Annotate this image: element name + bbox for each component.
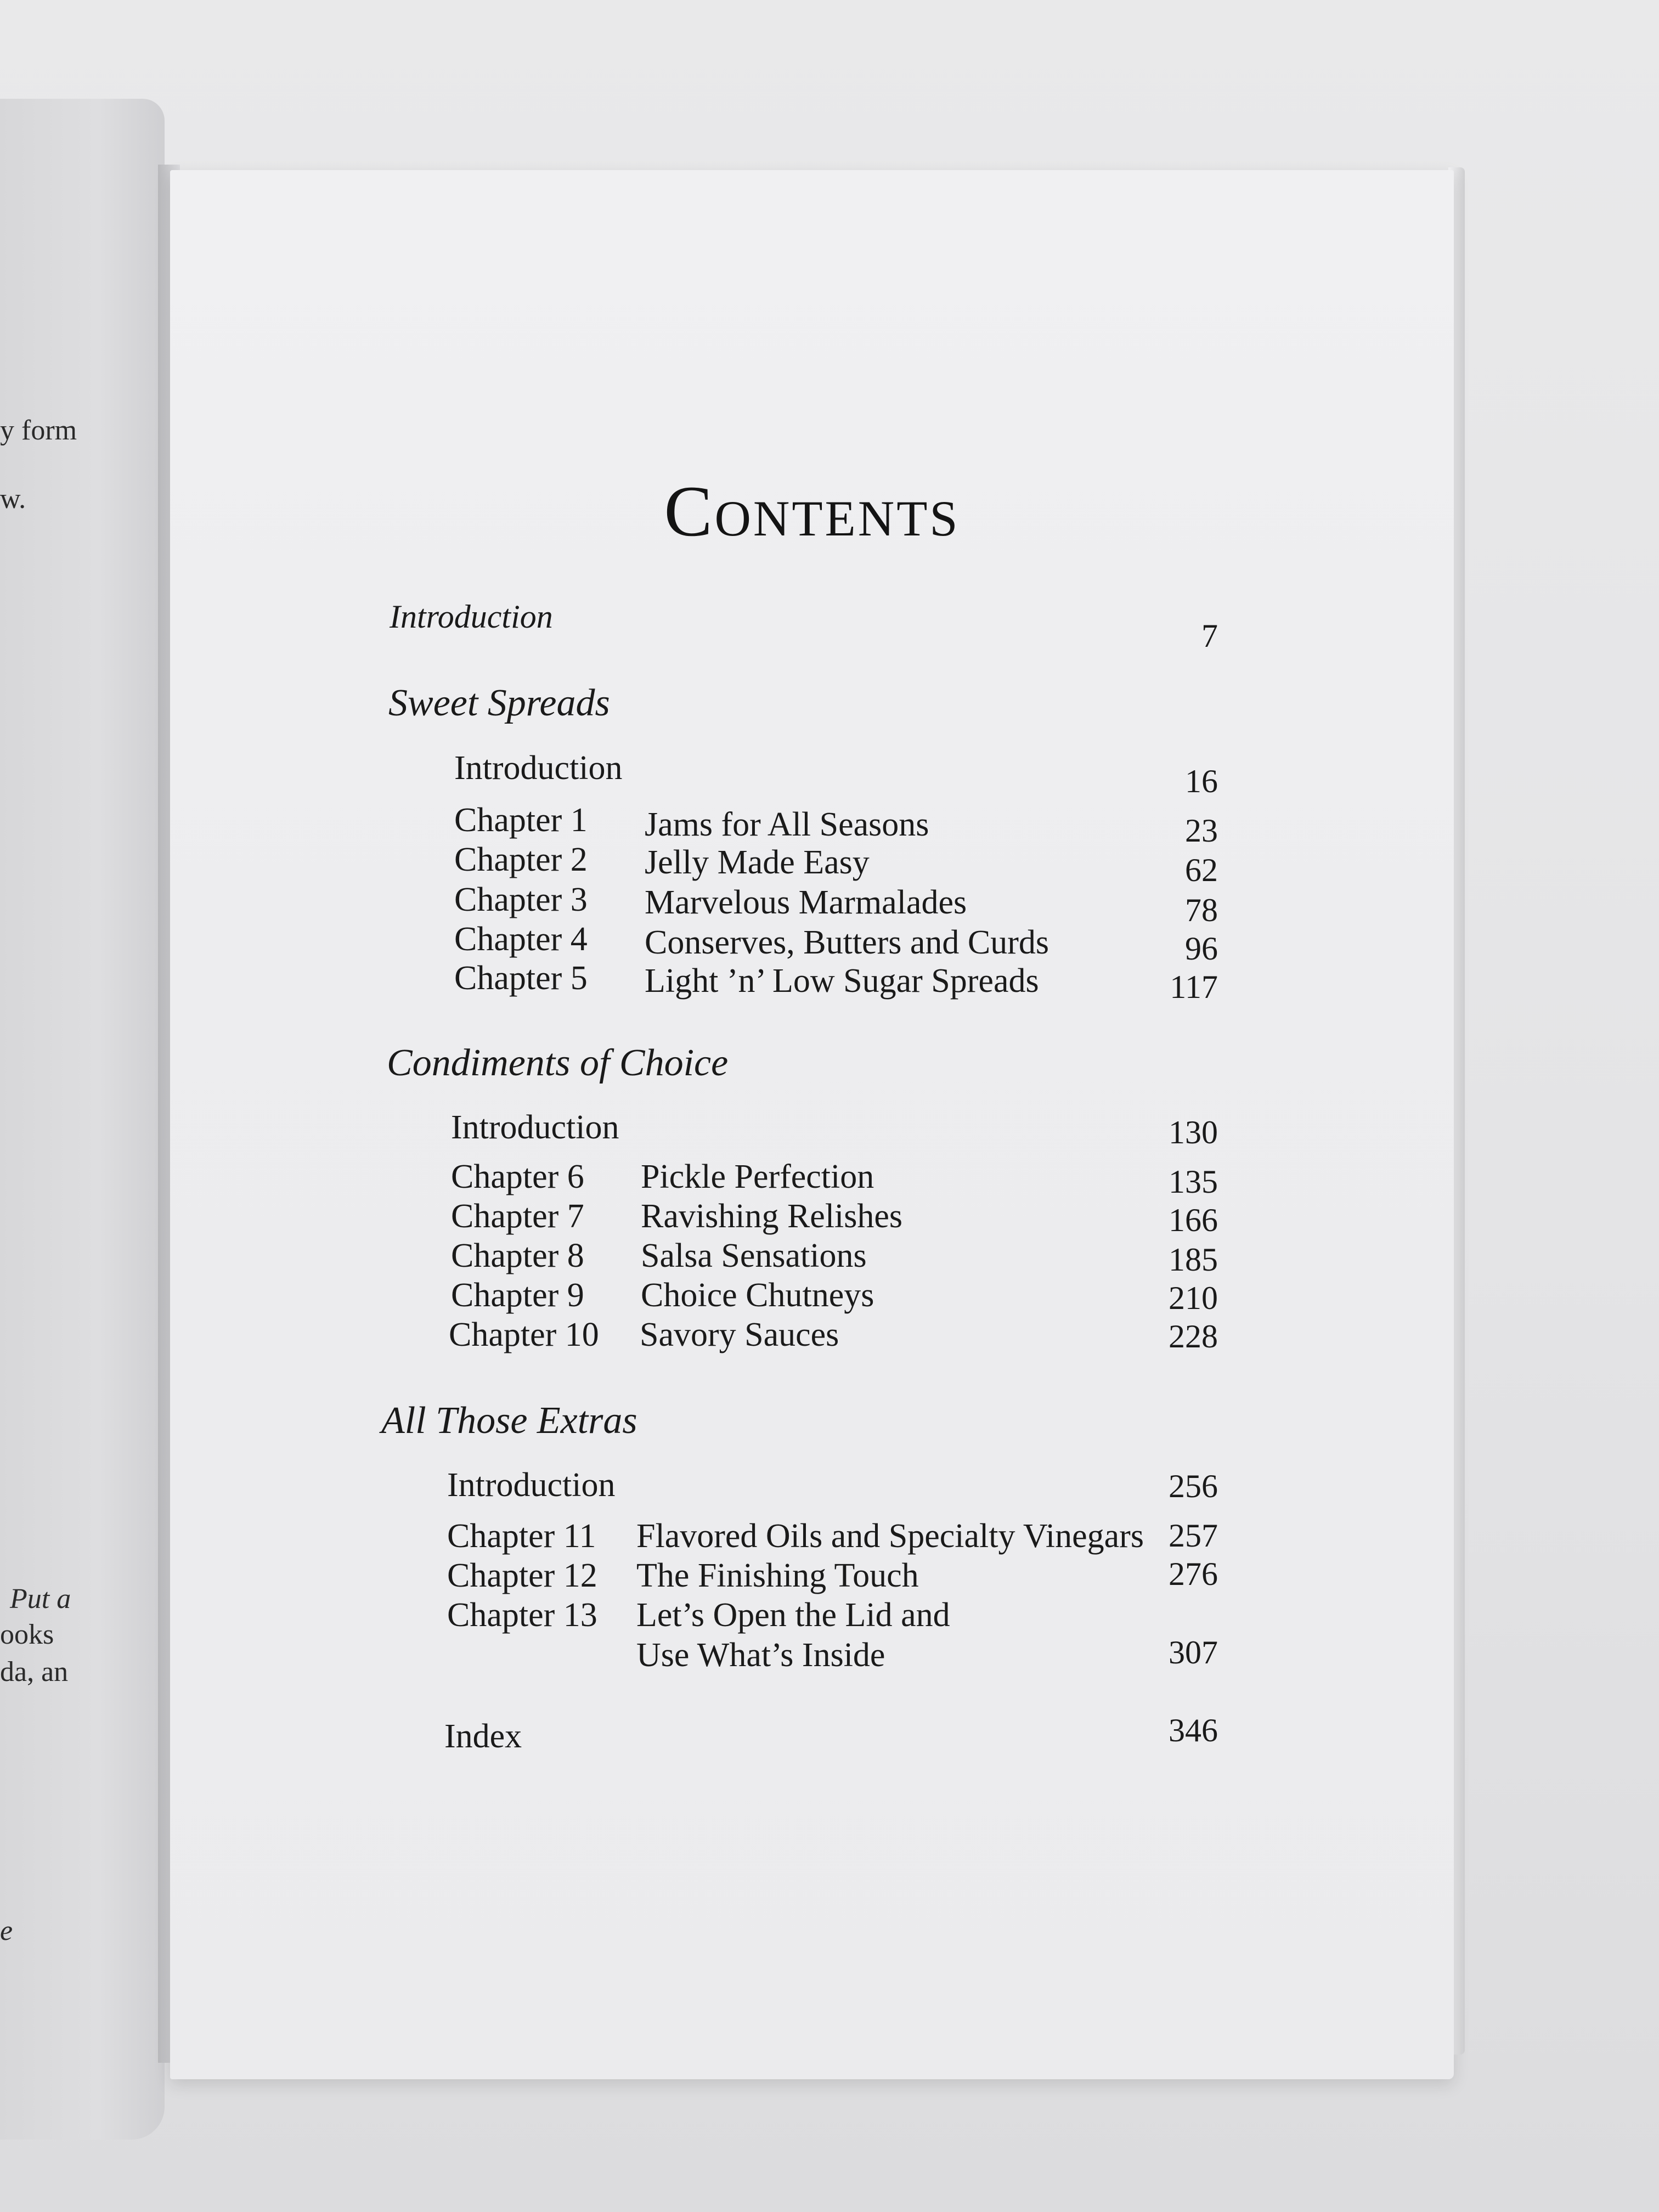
section-intro-label: Introduction xyxy=(454,749,623,787)
section-intro-page: 16 xyxy=(1185,763,1218,799)
section-heading: All Those Extras xyxy=(381,1400,637,1442)
chapter-page: 78 xyxy=(1185,892,1218,928)
chapter-number: Chapter 3 xyxy=(454,881,588,918)
chapter-title-line2: Use What’s Inside xyxy=(636,1637,885,1674)
chapter-number: Chapter 13 xyxy=(447,1596,597,1634)
chapter-number: Chapter 12 xyxy=(447,1557,597,1594)
chapter-page: 228 xyxy=(1169,1318,1218,1355)
chapter-number: Chapter 7 xyxy=(451,1198,584,1235)
section-heading: Condiments of Choice xyxy=(387,1042,729,1084)
chapter-number: Chapter 10 xyxy=(449,1316,599,1353)
chapter-title: Conserves, Butters and Curds xyxy=(645,924,1049,961)
chapter-number: Chapter 11 xyxy=(447,1517,596,1555)
chapter-number: Chapter 1 xyxy=(454,802,588,839)
chapter-page: 257 xyxy=(1169,1517,1218,1554)
chapter-page: 62 xyxy=(1185,852,1218,888)
chapter-number: Chapter 8 xyxy=(451,1237,584,1274)
chapter-title: Flavored Oils and Specialty Vinegars xyxy=(636,1517,1144,1555)
chapter-title: Let’s Open the Lid and xyxy=(636,1596,950,1634)
index-label: Index xyxy=(444,1718,522,1755)
chapter-title: The Finishing Touch xyxy=(636,1557,919,1594)
chapter-title: Ravishing Relishes xyxy=(641,1198,903,1235)
section-intro-label: Introduction xyxy=(447,1466,616,1504)
left-page-text: da, an xyxy=(0,1656,69,1688)
chapter-page: 185 xyxy=(1169,1242,1218,1278)
chapter-title: Salsa Sensations xyxy=(641,1237,867,1274)
chapter-page: 166 xyxy=(1169,1202,1218,1238)
page-title: Contents xyxy=(664,471,960,551)
chapter-number: Chapter 2 xyxy=(454,841,588,878)
left-page-text: w. xyxy=(0,483,26,515)
chapter-title: Choice Chutneys xyxy=(641,1277,874,1314)
chapter-page: 23 xyxy=(1185,812,1218,849)
left-page-fragment xyxy=(0,99,165,2140)
chapter-page: 276 xyxy=(1169,1556,1218,1592)
chapter-page: 135 xyxy=(1169,1164,1218,1200)
chapter-page: 210 xyxy=(1169,1280,1218,1316)
toc-intro-page: 7 xyxy=(1201,618,1218,654)
left-page-text: e xyxy=(0,1915,13,1946)
chapter-page: 307 xyxy=(1169,1634,1218,1671)
chapter-number: Chapter 5 xyxy=(454,960,588,997)
contents-page xyxy=(170,170,1454,2079)
left-page-text: Put a xyxy=(10,1583,71,1615)
left-page-text: ooks xyxy=(0,1619,54,1650)
chapter-page: 96 xyxy=(1185,930,1218,967)
chapter-title: Jelly Made Easy xyxy=(645,844,870,881)
chapter-title: Light ’n’ Low Sugar Spreads xyxy=(645,962,1039,1000)
chapter-number: Chapter 6 xyxy=(451,1158,584,1195)
section-heading: Sweet Spreads xyxy=(388,682,610,724)
chapter-page: 117 xyxy=(1170,969,1218,1005)
chapter-number: Chapter 4 xyxy=(454,921,588,958)
index-page: 346 xyxy=(1169,1712,1218,1748)
section-intro-label: Introduction xyxy=(451,1109,619,1146)
chapter-title: Marvelous Marmalades xyxy=(645,884,967,921)
section-intro-page: 130 xyxy=(1169,1114,1218,1150)
chapter-number: Chapter 9 xyxy=(451,1277,584,1314)
chapter-title: Savory Sauces xyxy=(640,1316,839,1353)
chapter-title: Pickle Perfection xyxy=(641,1158,874,1195)
left-page-text: y form xyxy=(0,415,77,446)
chapter-title: Jams for All Seasons xyxy=(645,806,929,843)
section-intro-page: 256 xyxy=(1169,1468,1218,1504)
toc-intro-label: Introduction xyxy=(390,599,553,635)
